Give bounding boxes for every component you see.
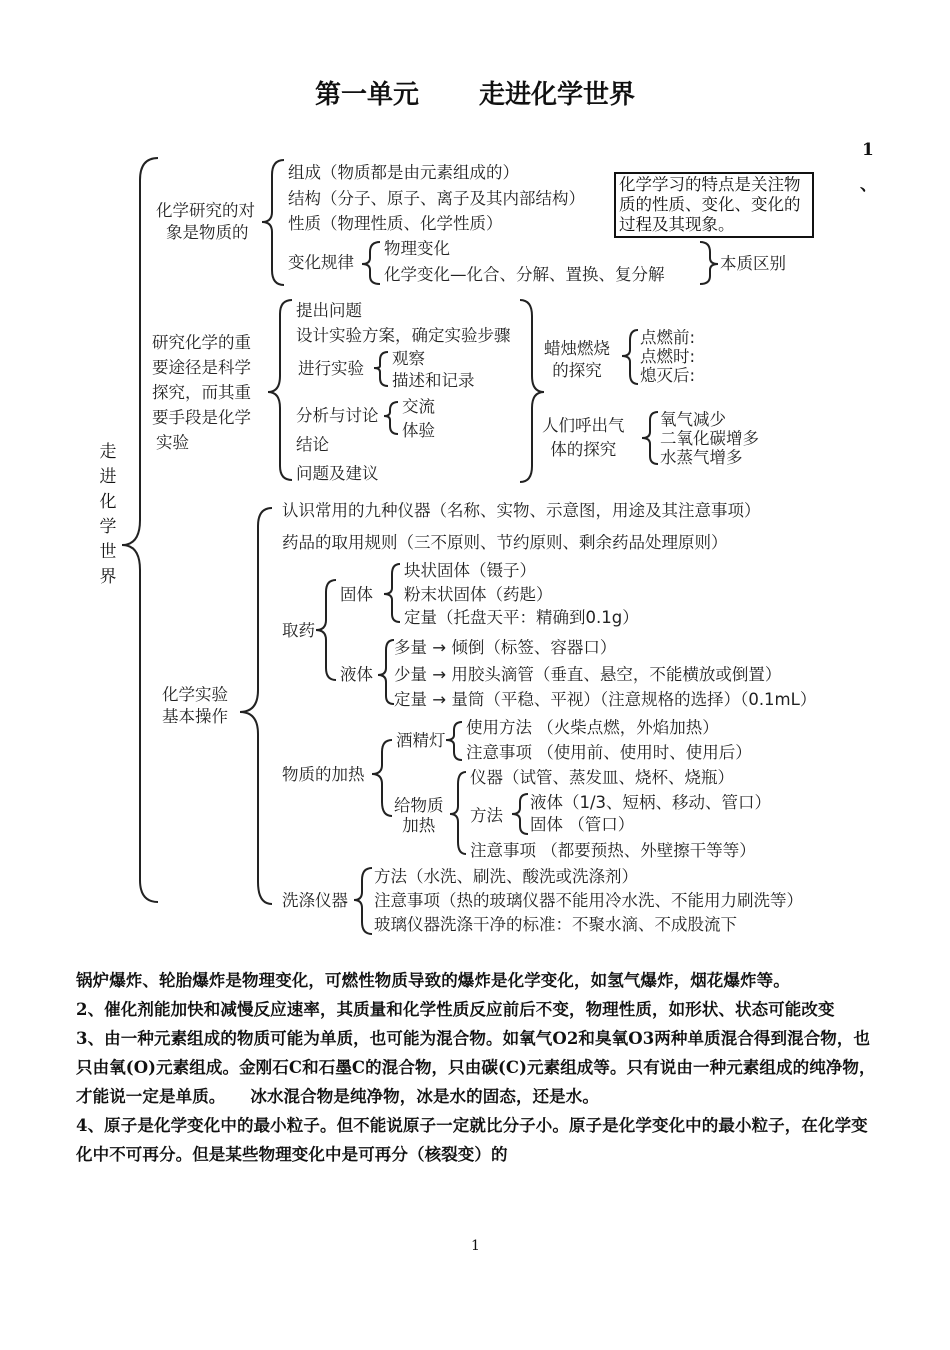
step-suggestions: 问题及建议	[296, 464, 379, 483]
section2-label: 研究化学的重 要途径是科学 探究，而其重 要手段是化学 实验	[152, 333, 251, 452]
analysis-experience: 体验	[402, 421, 435, 440]
note-paragraph-4: 4、原子是化学变化中的最小粒子。但不能说原子一定就比分子小。原子是化学变化中的最小粒子，在化学变化中不可再分。但是某些物理变化中是可再分（核裂变）的	[76, 1116, 868, 1164]
breath-items: 氧气减少 二氧化碳增多 水蒸气增多	[660, 410, 759, 467]
section1-essence: 本质区别	[720, 254, 786, 273]
step-experiment: 进行实验	[298, 359, 364, 378]
method-solid: 固体 （管口）	[530, 815, 635, 834]
heat-method-label: 方法	[470, 806, 503, 825]
note-paragraph-3: 3、由一种元素组成的物质可能为单质，也可能为混合物。如氧气O2和臭氧O3两种单质混合得到混合物，也只由氧(O)元素组成。金刚石C和石墨C的混合物，只由碳(C)元素组成等。只有说由一种元素组成的纯净物，才能说一定是单质。 冰水混合物是纯净物，冰是水的固态，还是水。	[76, 1029, 876, 1106]
step-raise-question: 提出问题	[296, 301, 362, 320]
wash-method: 方法（水洗、刷洗、酸洗或洗涤剂）	[374, 867, 638, 886]
section1-item-property: 性质（物理性质、化学性质）	[288, 214, 503, 233]
liquid-quantitative: 定量 → 量筒（平稳、平视）（注意规格的选择）（0.1mL）	[394, 690, 817, 709]
title-unit: 第一单元	[314, 80, 419, 110]
solid-label: 固体	[340, 585, 373, 604]
liquid-small: 少量 → 用胶头滴管（垂直、悬空，不能横放或倒置）	[394, 665, 782, 684]
lamp-label: 酒精灯	[396, 731, 446, 750]
page-number: 1	[471, 1238, 480, 1254]
lamp-usage: 使用方法 （火柴点燃，外焰加热）	[466, 718, 719, 737]
notes-text	[76, 966, 884, 1169]
instruments-line: 认识常用的九种仪器（名称、实物、示意图，用途及其注意事项）	[282, 501, 761, 520]
experiment-observe: 观察	[392, 349, 425, 368]
section1-change-chemical: 化学变化—化合、分解、置换、复分解	[384, 265, 665, 284]
give-heat-label: 给物质 加热	[394, 796, 444, 835]
section1-change-label: 变化规律	[288, 253, 354, 272]
step-design-plan: 设计实验方案，确定实验步骤	[296, 326, 511, 345]
note-paragraph-2: 2、催化剂能加快和减慢反应速率，其质量和化学性质反应前后不变，物理性质，如形状、状态可能改变	[76, 1000, 835, 1019]
root-label: 走进化学世界	[99, 442, 117, 587]
solid-lump: 块状固体（镊子）	[404, 561, 536, 580]
section1-label: 化学研究的对 象是物质的	[156, 201, 255, 242]
solid-powder: 粉末状固体（药匙）	[404, 585, 553, 604]
study-feature-note: 化学学习的特点是关注物质的性质、变化、变化的过程及其现象。	[614, 172, 814, 238]
side-mark: 、	[860, 175, 877, 195]
heat-attention: 注意事项 （都要预热、外壁擦干等等）	[470, 841, 756, 860]
candle-items: 点燃前: 点燃时: 熄灭后:	[640, 328, 696, 385]
experiment-record: 描述和记录	[392, 371, 475, 390]
liquid-large: 多量 → 倾倒（标签、容器口）	[394, 638, 617, 657]
heat-label: 物质的加热	[282, 765, 365, 784]
section3-label: 化学实验 基本操作	[162, 685, 228, 726]
note-paragraph-1: 锅炉爆炸、轮胎爆炸是物理变化，可燃性物质导致的爆炸是化学变化，如氢气爆炸，烟花爆炸等。	[76, 971, 790, 990]
heat-apparatus: 仪器（试管、蒸发皿、烧杯、烧瓶）	[470, 768, 734, 787]
wash-standard: 玻璃仪器洗涤干净的标准：不聚水滴、不成股流下	[374, 915, 737, 934]
step-analysis: 分析与讨论	[296, 406, 379, 425]
breath-label: 人们呼出气 体的探究	[542, 416, 625, 459]
wash-label: 洗涤仪器	[282, 891, 348, 910]
rules-line: 药品的取用规则（三不原则、节约原则、剩余药品处理原则）	[282, 533, 728, 552]
lamp-caution: 注意事项 （使用前、使用时、使用后）	[466, 743, 752, 762]
candle-label: 蜡烛燃烧 的探究	[544, 339, 610, 380]
step-conclusion: 结论	[296, 435, 329, 454]
section1-item-composition: 组成（物质都是由元素组成的）	[288, 163, 519, 182]
section1-change-physical: 物理变化	[384, 239, 450, 258]
section1-item-structure: 结构（分子、原子、离子及其内部结构）	[288, 189, 585, 208]
solid-quantitative: 定量（托盘天平：精确到0.1g）	[404, 608, 639, 627]
wash-caution: 注意事项（热的玻璃仪器不能用冷水洗、不能用力刷洗等）	[374, 891, 803, 910]
side-number: 1	[862, 140, 874, 160]
method-liquid: 液体（1/3、短柄、移动、管口）	[530, 793, 772, 812]
take-label: 取药	[282, 621, 315, 640]
analysis-communicate: 交流	[402, 397, 435, 416]
liquid-label: 液体	[340, 665, 373, 684]
title-topic: 走进化学世界	[479, 80, 636, 110]
